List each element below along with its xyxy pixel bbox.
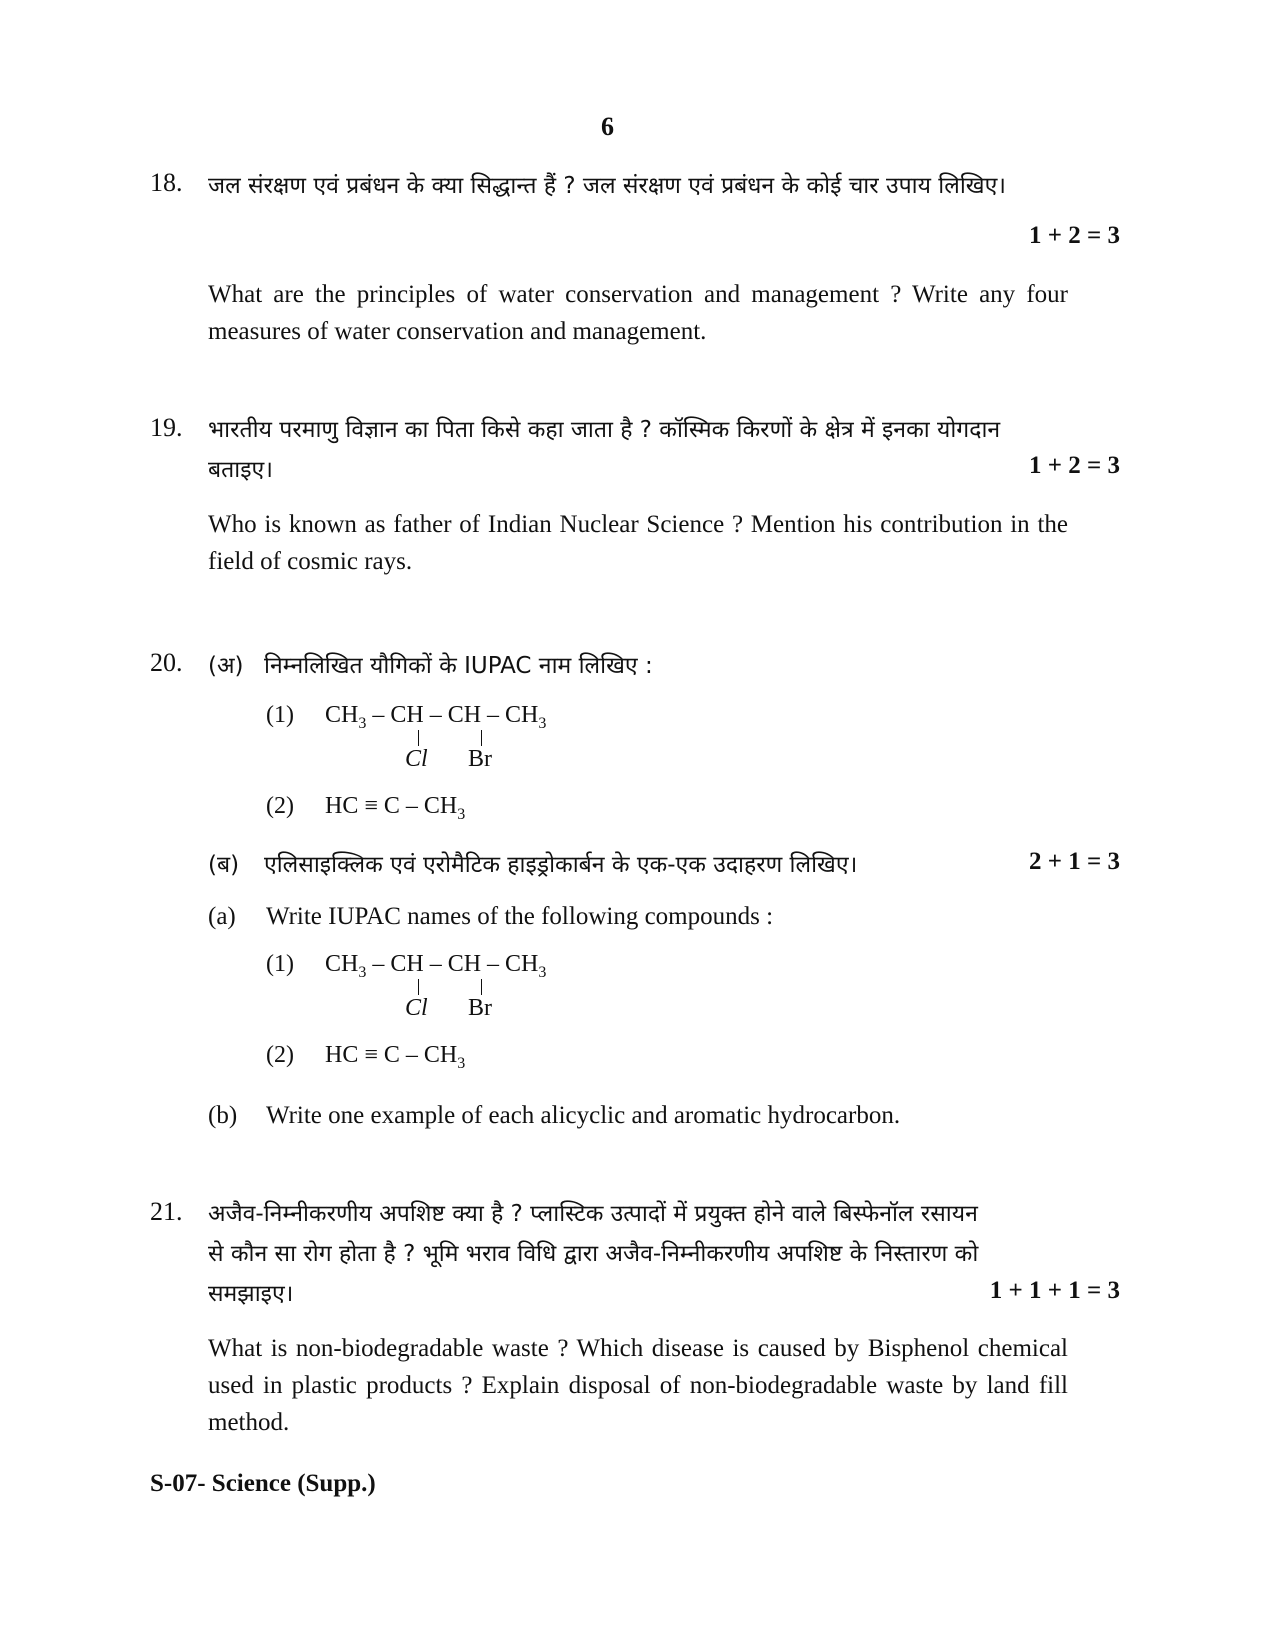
question-20b-english: Write one example of each alicyclic and aromatic hydrocarbon. xyxy=(266,1102,901,1129)
bond-line xyxy=(481,979,482,995)
compound-2-formula: HC ≡ C – $CH_3$ xyxy=(325,793,466,823)
question-20b-english-label: (b) xyxy=(208,1102,238,1129)
question-20a-english: Write IUPAC names of the following compounds : xyxy=(266,903,774,930)
bond-line xyxy=(481,730,482,746)
question-20a-english-label: (a) xyxy=(208,903,236,930)
question-21-english: What is non-biodegradable waste ? Which disease is caused by Bisphenol chemical used in plastic products ? Explain disposal of non-biodegradable waste by land fill method. xyxy=(208,1335,1068,1436)
compound-2-label-en: (2) xyxy=(266,1042,294,1068)
compound-1-label: (1) xyxy=(266,702,294,728)
paper-code-footer: S-07- Science (Supp.) xyxy=(150,1470,376,1497)
page-number: 6 xyxy=(601,112,614,141)
question-20a-hindi: निम्नलिखित यौगिकों के IUPAC नाम लिखिए : xyxy=(264,653,653,679)
question-19-hindi-line1: भारतीय परमाणु विज्ञान का पिता किसे कहा जाता है ? कॉस्मिक किरणों के क्षेत्र में इनका योगदान xyxy=(208,417,1001,443)
chlorine-substituent-en: Cl xyxy=(405,995,428,1021)
question-number-21: 21. xyxy=(150,1197,183,1226)
question-19-marks: 1 + 2 = 3 xyxy=(1029,452,1120,479)
question-20-marks: 2 + 1 = 3 xyxy=(1029,848,1120,875)
question-number-18: 18. xyxy=(150,168,183,197)
question-18-marks: 1 + 2 = 3 xyxy=(1029,222,1120,249)
question-number-20: 20. xyxy=(150,648,183,677)
chlorine-substituent: Cl xyxy=(405,746,428,772)
bromine-substituent-en: Br xyxy=(468,995,492,1021)
question-21-hindi-line2: से कौन सा रोग होता है ? भूमि भराव विधि द्वारा अजैव-निम्नीकरणीय अपशिष्ट के निस्तारण को xyxy=(208,1241,979,1267)
compound-1-label-en: (1) xyxy=(266,951,294,977)
compound-2-formula-en: HC ≡ C – $CH_3$ xyxy=(325,1042,466,1072)
bond-line xyxy=(418,979,419,995)
question-20b-hindi-label: (ब) xyxy=(208,852,240,878)
compound-1-formula-en: $CH_3$ – CH – CH – $CH_3$ xyxy=(325,951,547,981)
question-number-19: 19. xyxy=(150,413,183,442)
question-21-hindi-line3: समझाइए। xyxy=(208,1281,294,1307)
question-21-hindi-line1: अजैव-निम्नीकरणीय अपशिष्ट क्या है ? प्लास्टिक उत्पादों में प्रयुक्त होने वाले बिस्फेनॉल रसायन xyxy=(208,1201,978,1227)
question-19-hindi-line2: बताइए। xyxy=(208,457,273,483)
compound-1-formula: $CH_3$ – CH – CH – $CH_3$ xyxy=(325,702,547,732)
question-19-english: Who is known as father of Indian Nuclear Science ? Mention his contribution in the field of cosmic rays. xyxy=(208,511,1068,575)
question-20a-hindi-label: (अ) xyxy=(208,653,244,679)
compound-2-label: (2) xyxy=(266,793,294,819)
question-21-marks: 1 + 1 + 1 = 3 xyxy=(989,1277,1120,1304)
question-20b-hindi: एलिसाइक्लिक एवं एरोमैटिक हाइड्रोकार्बन के एक-एक उदाहरण लिखिए। xyxy=(264,852,858,878)
bond-line xyxy=(418,730,419,746)
question-18-english: What are the principles of water conservation and management ? Write any four measures of water conservation and management. xyxy=(208,281,1068,345)
bromine-substituent: Br xyxy=(468,746,492,772)
question-18-hindi: जल संरक्षण एवं प्रबंधन के क्या सिद्धान्त हैं ? जल संरक्षण एवं प्रबंधन के कोई चार उपाय लिखिए। xyxy=(208,173,1007,199)
